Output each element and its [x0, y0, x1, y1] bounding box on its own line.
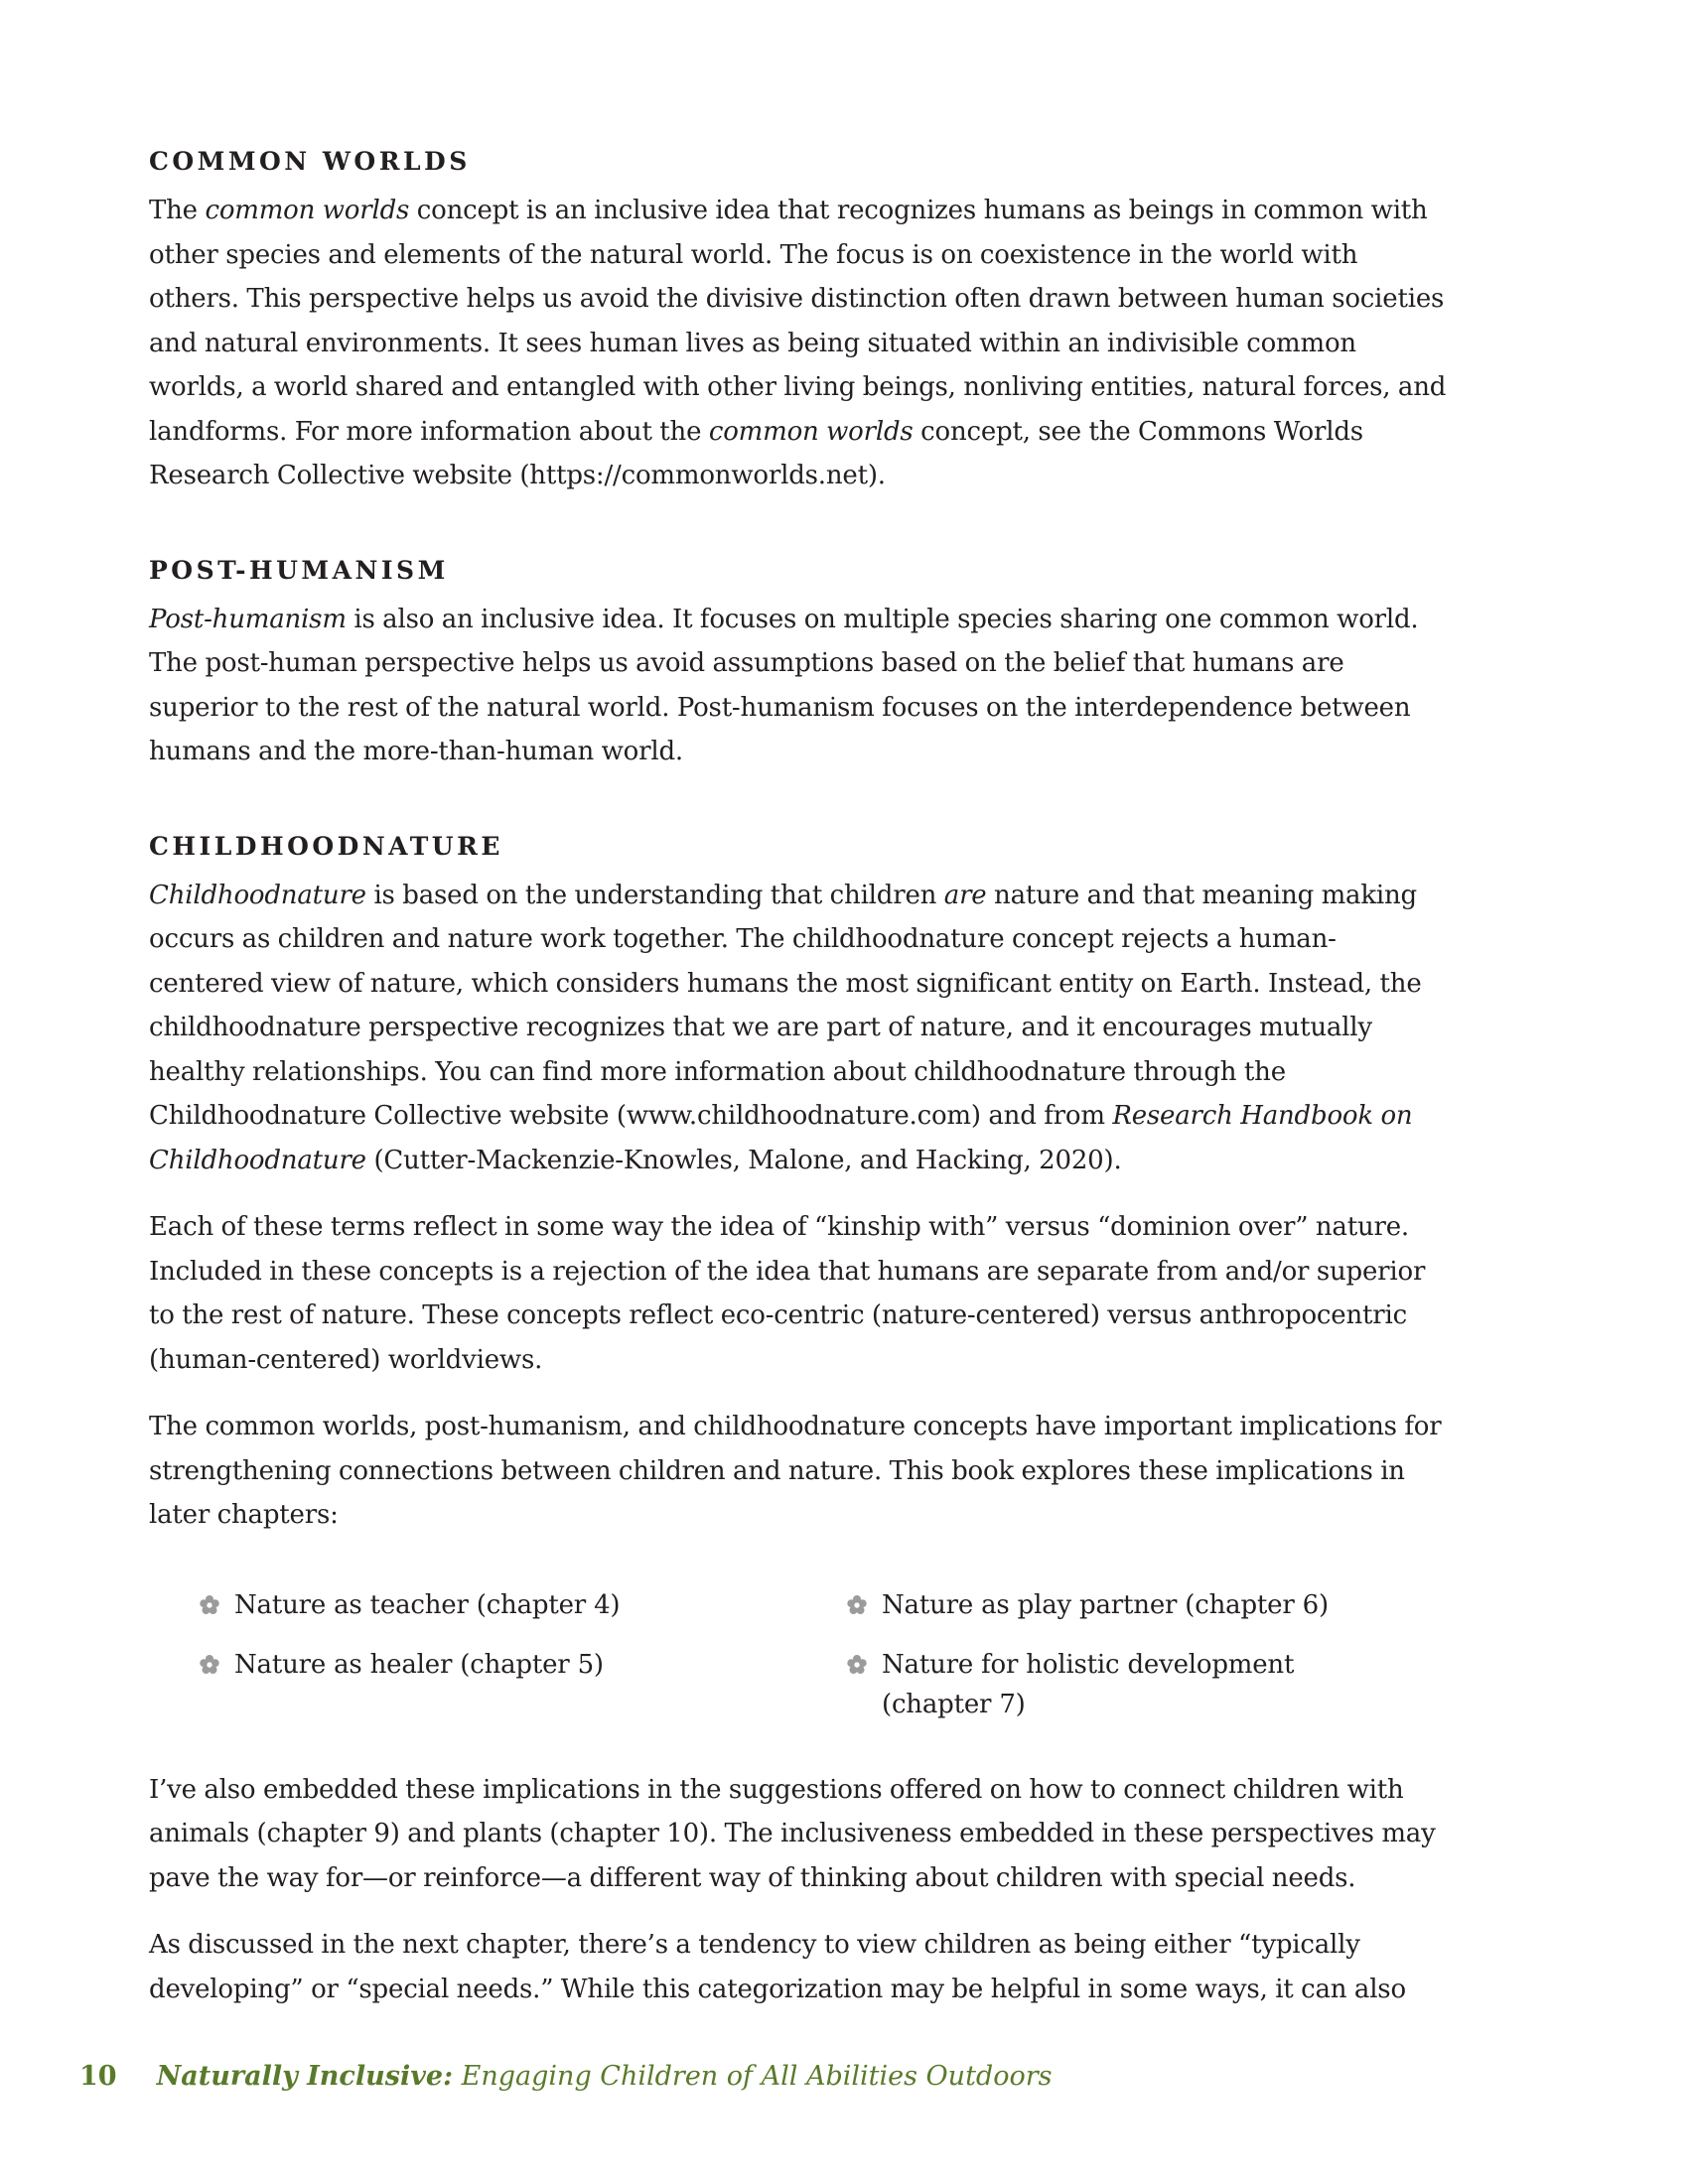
main-content: [149, 145, 1450, 2034]
flower-icon: [846, 1594, 868, 1616]
section-common-worlds: [149, 145, 1450, 498]
body-paragraph: I’ve also embedded these implications in the suggestions offered on how to connect children with animals (chapter 9) and plants (chapter 10). The inclusiveness embedded in these perspectives may pave the way for—or reinforce—a different way of thinking about children with special needs.: [149, 1774, 1436, 1893]
italic-term: Post-humanism: [149, 604, 347, 634]
book-title: Naturally Inclusive:: [156, 2061, 454, 2092]
page-footer: [79, 2061, 1052, 2092]
section-heading: CHILDHOODNATURE: [149, 831, 503, 861]
section-heading: POST-HUMANISM: [149, 555, 449, 585]
flower-icon: [846, 1654, 868, 1676]
book-subtitle: Engaging Children of All Abilities Outdoors: [461, 2061, 1053, 2092]
italic-term: are: [943, 880, 987, 910]
italic-term: common worlds: [708, 416, 914, 447]
body-paragraph: Each of these terms reflect in some way the idea of “kinship with” versus “dominion over” nature. Included in these concepts is a rejection of the idea that humans are separate from and/or superior to the rest of nature. These concepts reflect eco-centric (nature-centered) versus anthropocentric (human-centered) worldviews.: [149, 1212, 1426, 1375]
list-item: [846, 1585, 1462, 1625]
list-item: [199, 1645, 846, 1724]
flower-icon: [199, 1654, 220, 1676]
section-body: Childhoodnature is based on the understanding that children are nature and that meaning making occurs as children and nature work together. The childhoodnature concept rejects a human-centered view of nature, which considers humans the most significant entity on Earth. Instead, the childhoodnature perspective recognizes that we are part of nature, and it encourages mutually healthy relationships. You can find more information about childhoodnature through the Childhoodnature Collective website (www.childhoodnature.com) and from Research Handbook on Childhoodnature (Cutter-Mackenzie-Knowles, Malone, and Hacking, 2020).: [149, 880, 1422, 1175]
flower-icon: [199, 1594, 220, 1616]
list-item-text: Nature as healer (chapter 5): [234, 1649, 604, 1680]
italic-term: Childhoodnature: [149, 880, 366, 910]
body-paragraph: As discussed in the next chapter, there’s a tendency to view children as being either “typically developing” or “special needs.” While this categorization may be helpful in some ways, it can also: [149, 1930, 1406, 2004]
section-body: The common worlds concept is an inclusive idea that recognizes humans as beings in common with other species and elements of the natural world. The focus is on coexistence in the world with others. This perspective helps us avoid the divisive distinction often drawn between human societies and natural environments. It sees human lives as being situated within an indivisible common worlds, a world shared and entangled with other living beings, nonliving entities, natural forces, and landforms. For more information about the common worlds concept, see the Commons Worlds Research Collective website (https://commonworlds.net).: [149, 196, 1447, 490]
list-item-text: Nature as teacher (chapter 4): [234, 1589, 621, 1620]
section-childhoodnature: [149, 830, 1450, 1183]
section-body: Post-humanism is also an inclusive idea. It focuses on multiple species sharing one common world. The post-human perspective helps us avoid assumptions based on the belief that humans are superior to the rest of the natural world. Post-humanism focuses on the interdependence between humans and the more-than-human world.: [149, 604, 1419, 766]
italic-term: Research Handbook on Childhoodnature: [149, 1101, 1413, 1175]
list-item: [199, 1585, 846, 1625]
list-item-text: Nature for holistic development (chapter 7): [882, 1649, 1295, 1719]
body-paragraph: The common worlds, post-humanism, and childhoodnature concepts have important implications for strengthening connections between children and nature. This book explores these implications in later chapters:: [149, 1412, 1442, 1530]
list-item: [846, 1645, 1462, 1724]
bullet-list: [199, 1585, 1450, 1724]
page-number: 10: [79, 2061, 117, 2092]
list-item-text: Nature as play partner (chapter 6): [882, 1589, 1329, 1620]
section-post-humanism: [149, 554, 1450, 774]
italic-term: common worlds: [205, 196, 410, 225]
section-heading: COMMON WORLDS: [149, 147, 471, 176]
